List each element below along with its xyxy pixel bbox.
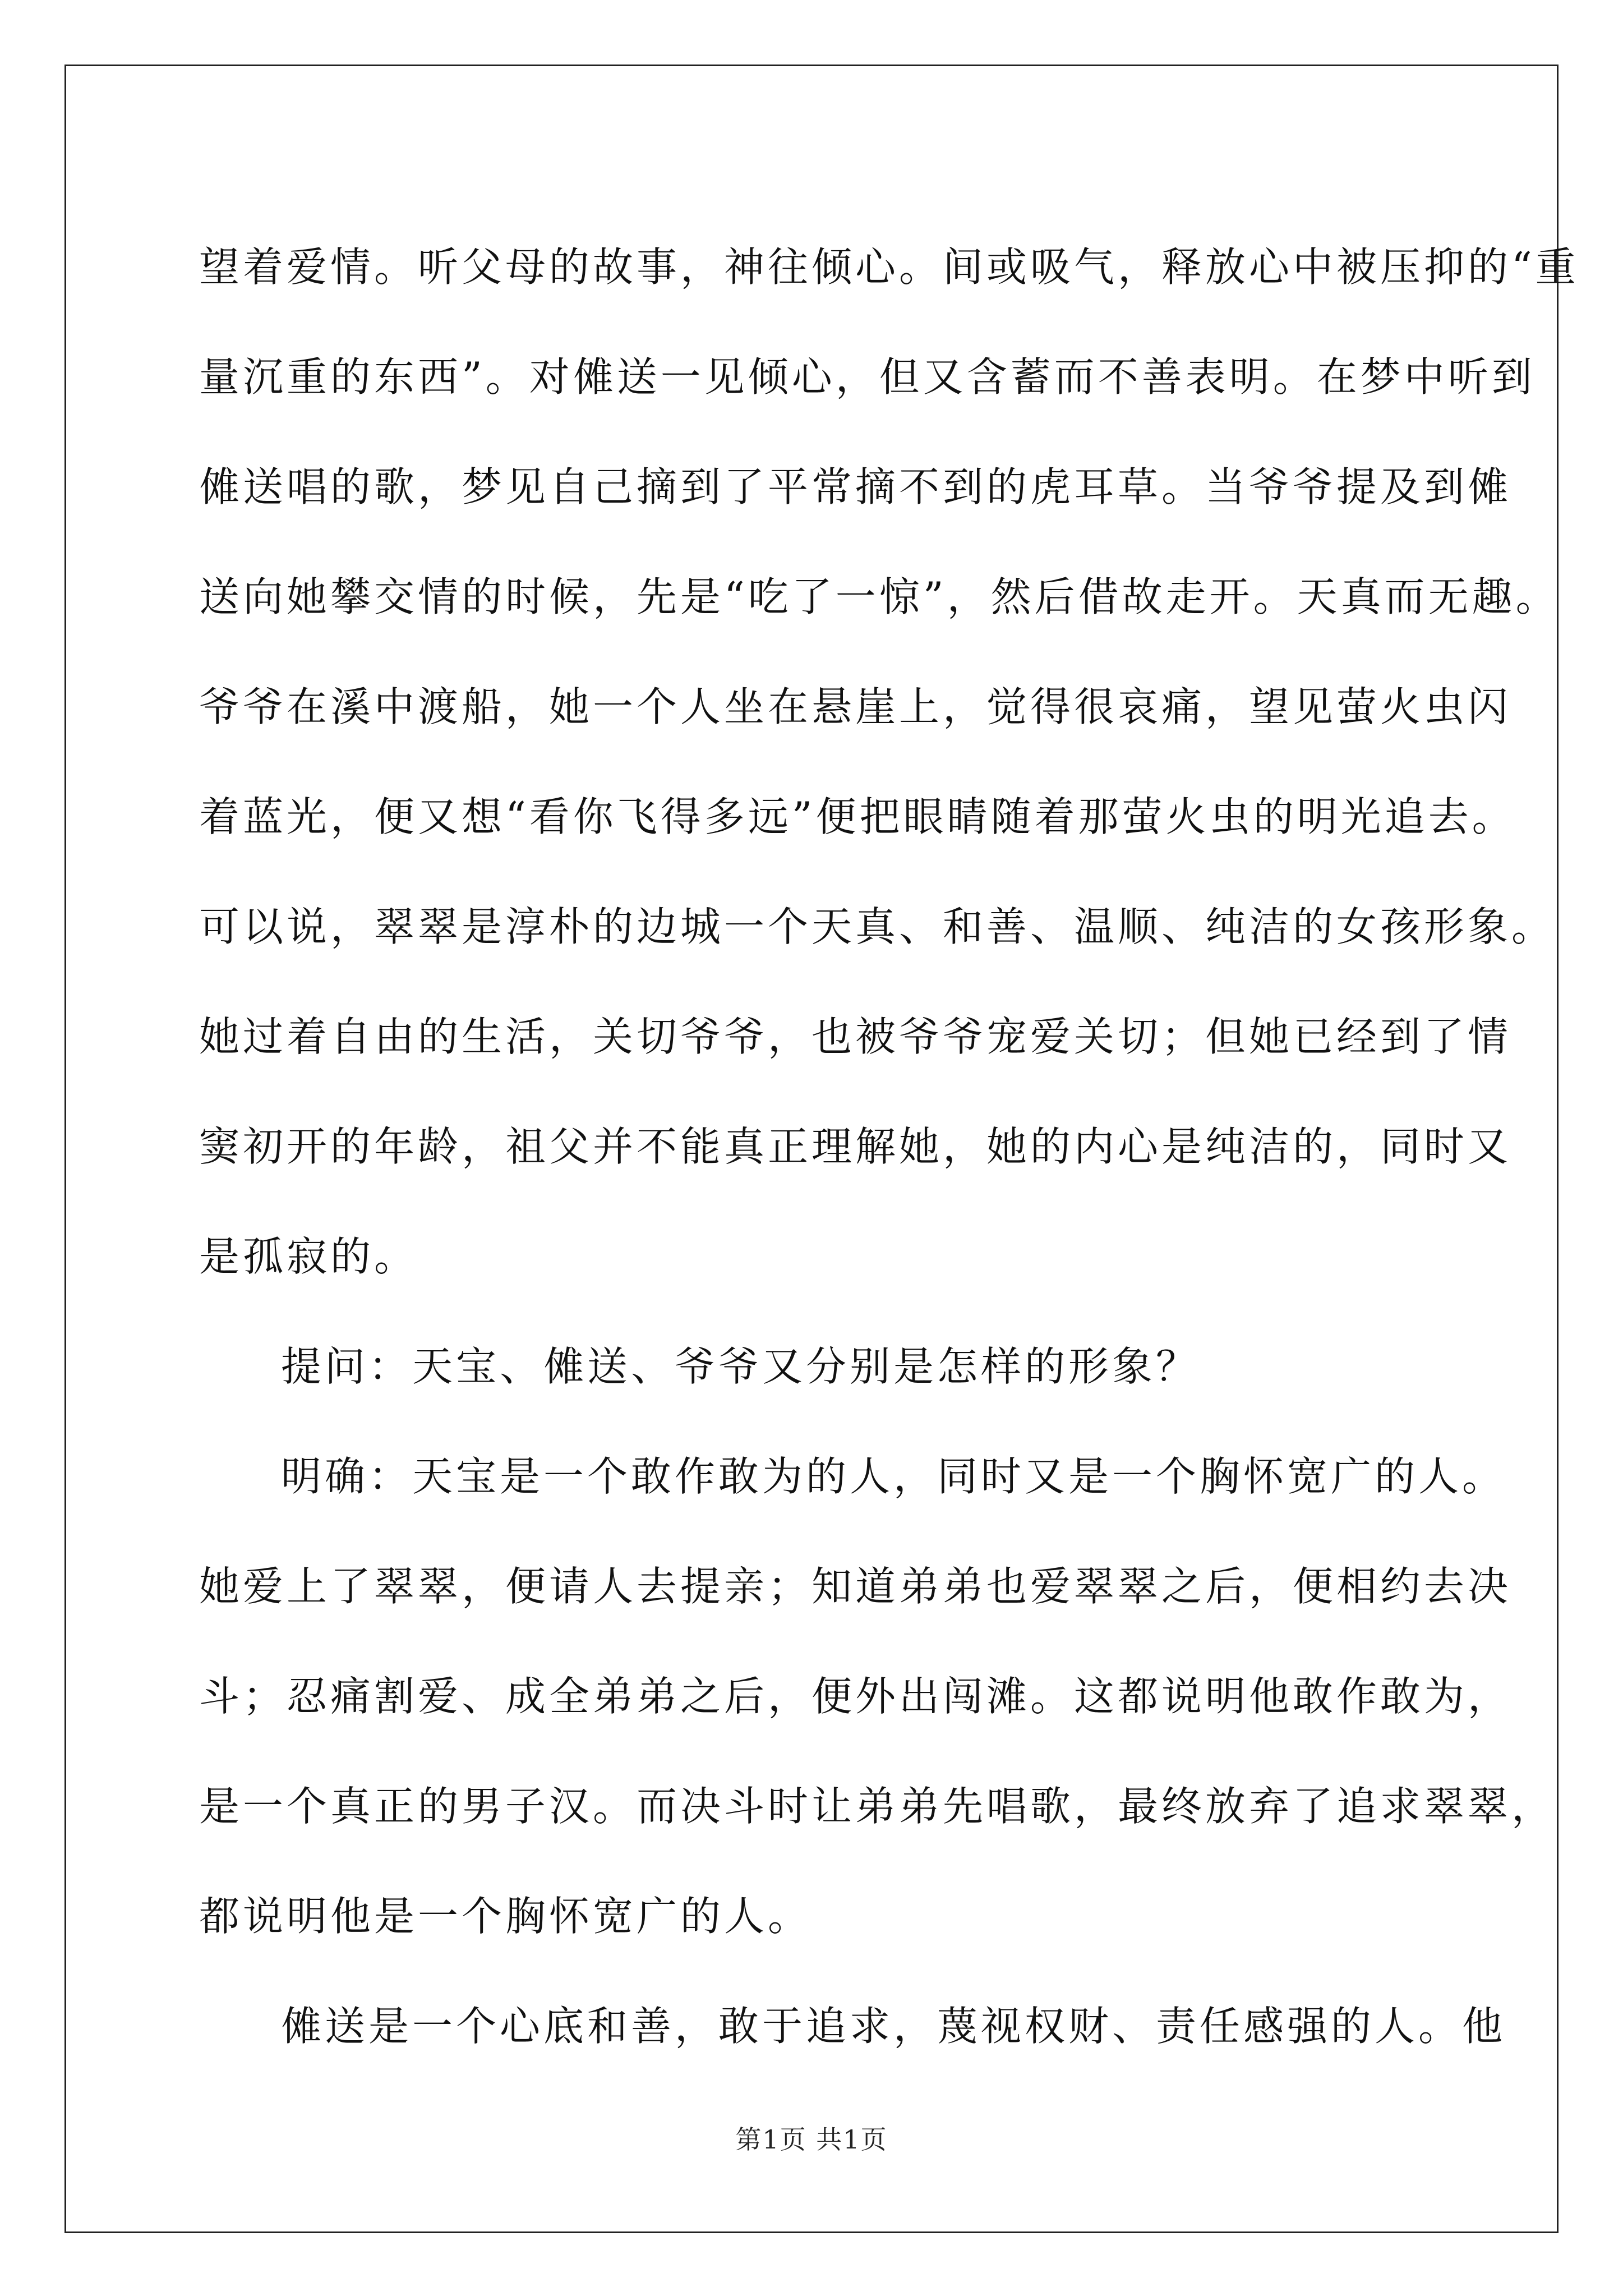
- text-line: 她过着自由的生活，关切爷爷，也被爷爷宠爱关切；但她已经到了情: [199, 1013, 1512, 1060]
- text-line: 着蓝光，便又想“看你飞得多远”便把眼睛随着那萤火虫的明光追去。: [199, 793, 1516, 840]
- text-line: 爷爷在溪中渡船，她一个人坐在悬崖上，觉得很哀痛，望见萤火虫闪: [199, 683, 1512, 730]
- page-footer: 第1页 共1页: [735, 2124, 888, 2155]
- text-line: 傩送是一个心底和善，敢于追求，蔑视权财、责任感强的人。他: [281, 2003, 1506, 2050]
- text-line: 都说明他是一个胸怀宽广的人。: [199, 1893, 812, 1940]
- text-line: 她爱上了翠翠，便请人去提亲；知道弟弟也爱翠翠之后，便相约去决: [199, 1563, 1512, 1610]
- text-line: 送向她攀交情的时候，先是“吃了一惊”，然后借故走开。天真而无趣。: [199, 573, 1560, 620]
- text-line: 量沉重的东西”。对傩送一见倾心，但又含蓄而不善表明。在梦中听到: [199, 353, 1536, 401]
- text-line: 提问：天宝、傩送、爷爷又分别是怎样的形象？: [281, 1343, 1200, 1390]
- text-line: 傩送唱的歌，梦见自己摘到了平常摘不到的虎耳草。当爷爷提及到傩: [199, 463, 1512, 510]
- text-line: 明确：天宝是一个敢作敢为的人，同时又是一个胸怀宽广的人。: [281, 1453, 1506, 1500]
- text-line: 是一个真正的男子汉。而决斗时让弟弟先唱歌，最终放弃了追求翠翠，: [199, 1783, 1556, 1830]
- text-line: 斗；忍痛割爱、成全弟弟之后，便外出闯滩。这都说明他敢作敢为，: [199, 1673, 1512, 1720]
- document-body: [199, 212, 1579, 2081]
- text-line: 可以说，翠翠是淳朴的边城一个天真、和善、温顺、纯洁的女孩形象。: [199, 903, 1556, 950]
- text-line: 望着爱情。听父母的故事，神往倾心。间或吸气，释放心中被压抑的“重: [199, 243, 1579, 291]
- text-line: 是孤寂的。: [199, 1233, 418, 1280]
- text-line: 窦初开的年龄，祖父并不能真正理解她，她的内心是纯洁的，同时又: [199, 1123, 1512, 1170]
